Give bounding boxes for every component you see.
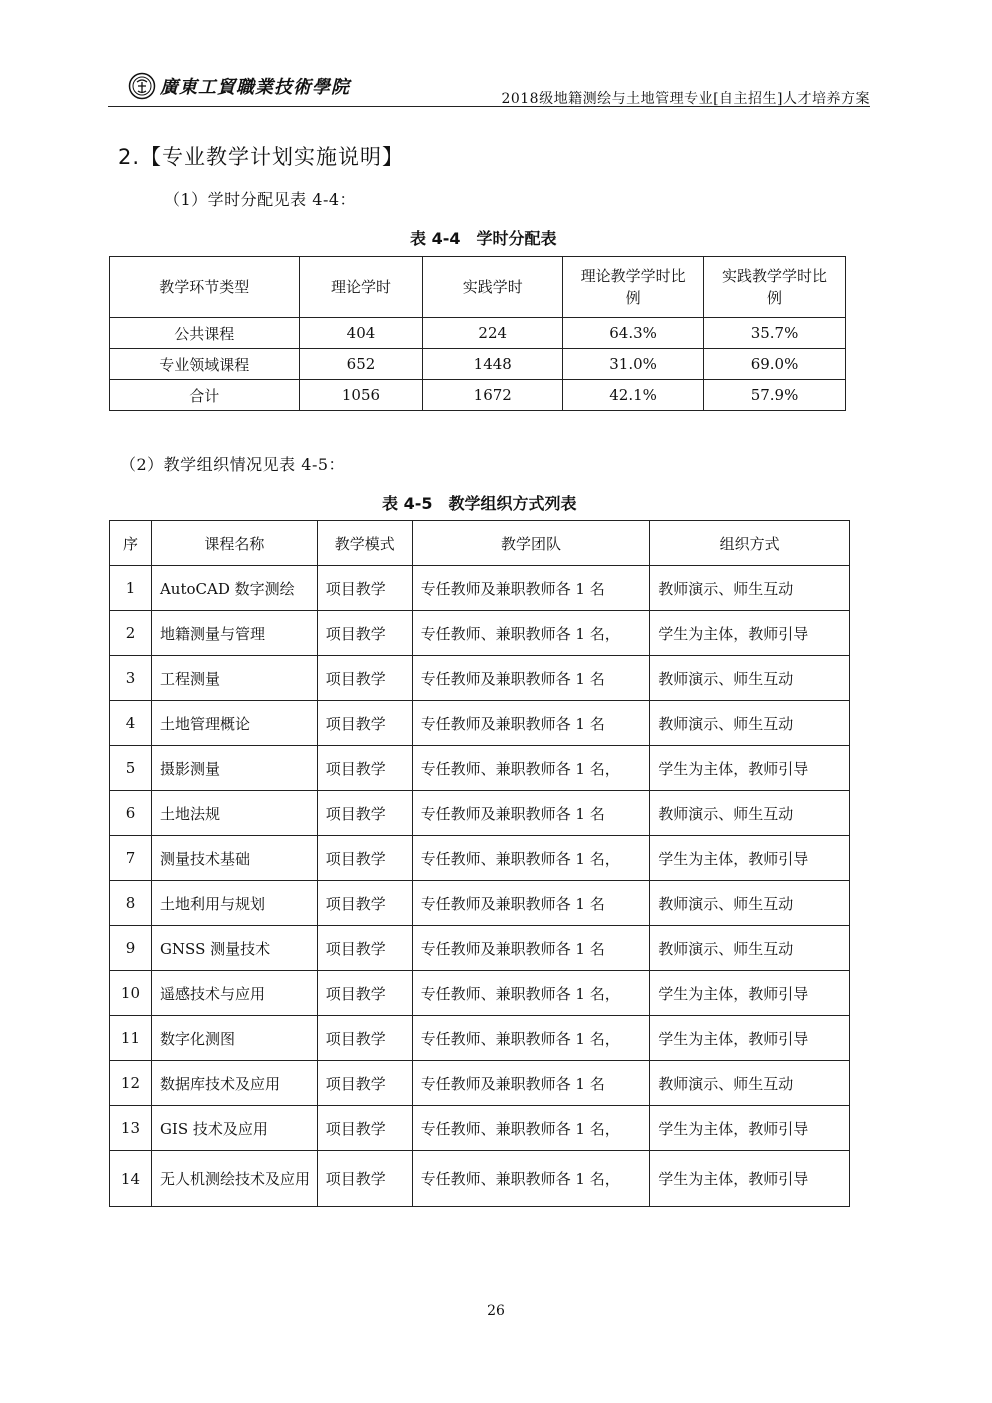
table-cell: 公共课程 [110, 318, 300, 349]
table-cell: 项目教学 [317, 791, 412, 836]
table-row [110, 971, 850, 1016]
table-cell: 专任教师、兼职教师各 1 名， [412, 971, 650, 1016]
table-cell: 项目教学 [317, 1061, 412, 1106]
table-cell: 项目教学 [317, 701, 412, 746]
table-cell: 专任教师、兼职教师各 1 名， [412, 746, 650, 791]
school-seal-icon [128, 72, 156, 100]
table-cell: 项目教学 [317, 1016, 412, 1061]
table-cell: 学生为主体，教师引导 [650, 971, 850, 1016]
column-header: 教学团队 [412, 521, 650, 566]
table-cell: 专任教师及兼职教师各 1 名 [412, 881, 650, 926]
table-cell: 地籍测量与管理 [151, 611, 317, 656]
table-row [110, 791, 850, 836]
table-cell: 专任教师、兼职教师各 1 名， [412, 836, 650, 881]
table-cell: 2 [110, 611, 152, 656]
table-cell: 7 [110, 836, 152, 881]
table-cell: 专任教师、兼职教师各 1 名， [412, 1151, 650, 1207]
table-caption-organization: 表 4-5 教学组织方式列表 [382, 494, 577, 513]
table-cell: 64.3% [563, 318, 704, 349]
column-header: 组织方式 [650, 521, 850, 566]
subsection-organization: （2）教学组织情况见表 4-5： [120, 455, 346, 474]
table-cell: 专任教师及兼职教师各 1 名 [412, 1061, 650, 1106]
table-cell: 土地管理概论 [151, 701, 317, 746]
table-cell: 专任教师及兼职教师各 1 名 [412, 656, 650, 701]
table-cell: AutoCAD 数字测绘 [151, 566, 317, 611]
teaching-organization-table [109, 520, 850, 1207]
table-cell: 14 [110, 1151, 152, 1207]
table-caption-hours: 表 4-4 学时分配表 [410, 229, 557, 248]
table-cell: 数据库技术及应用 [151, 1061, 317, 1106]
table-row [110, 881, 850, 926]
table-header-row [110, 521, 850, 566]
table-cell: 31.0% [563, 349, 704, 380]
table-cell: 项目教学 [317, 611, 412, 656]
column-header: 课程名称 [151, 521, 317, 566]
table-cell: 遥感技术与应用 [151, 971, 317, 1016]
table-cell: 学生为主体，教师引导 [650, 1016, 850, 1061]
table-cell: 摄影测量 [151, 746, 317, 791]
table-cell: 8 [110, 881, 152, 926]
logo-text: 廣東工貿職業技術學院 [160, 77, 350, 98]
table-cell: 专任教师及兼职教师各 1 名 [412, 926, 650, 971]
table-cell: 项目教学 [317, 1106, 412, 1151]
table-cell: 学生为主体，教师引导 [650, 1106, 850, 1151]
table-cell: 学生为主体，教师引导 [650, 746, 850, 791]
table-row [110, 746, 850, 791]
column-header: 教学环节类型 [110, 257, 300, 318]
table-cell: 224 [423, 318, 563, 349]
table-cell: 项目教学 [317, 836, 412, 881]
table-cell: 专任教师、兼职教师各 1 名， [412, 611, 650, 656]
table-row [110, 380, 846, 411]
table-body [110, 566, 850, 1207]
table-cell: 9 [110, 926, 152, 971]
table-cell: 专任教师、兼职教师各 1 名， [412, 1016, 650, 1061]
table-cell: 11 [110, 1016, 152, 1061]
table-cell: 69.0% [704, 349, 846, 380]
page-header [108, 66, 870, 107]
table-row [110, 701, 850, 746]
table-header-row [110, 257, 846, 318]
table-cell: 专任教师及兼职教师各 1 名 [412, 566, 650, 611]
column-header: 实践学时 [423, 257, 563, 318]
table-cell: 学生为主体，教师引导 [650, 611, 850, 656]
table-row [110, 611, 850, 656]
table-cell: 专任教师及兼职教师各 1 名 [412, 701, 650, 746]
table-cell: 项目教学 [317, 746, 412, 791]
table-cell: 学生为主体，教师引导 [650, 836, 850, 881]
table-cell: 无人机测绘技术及应用 [151, 1151, 317, 1207]
table-row [110, 1106, 850, 1151]
table-cell: 教师演示、师生互动 [650, 881, 850, 926]
table-row [110, 656, 850, 701]
table-cell: 工程测量 [151, 656, 317, 701]
table-row [110, 926, 850, 971]
table-cell: 教师演示、师生互动 [650, 566, 850, 611]
column-header [704, 257, 846, 318]
table-cell: 42.1% [563, 380, 704, 411]
table-row [110, 1061, 850, 1106]
table-cell: 教师演示、师生互动 [650, 656, 850, 701]
table-cell: 12 [110, 1061, 152, 1106]
table-cell: 教师演示、师生互动 [650, 791, 850, 836]
table-cell: 1 [110, 566, 152, 611]
table-cell: 项目教学 [317, 971, 412, 1016]
column-header: 教学模式 [317, 521, 412, 566]
table-cell: 57.9% [704, 380, 846, 411]
table-cell: 1672 [423, 380, 563, 411]
table-cell: 项目教学 [317, 1151, 412, 1207]
table-cell: 项目教学 [317, 926, 412, 971]
table-cell: 项目教学 [317, 656, 412, 701]
table-cell: 1056 [299, 380, 423, 411]
table-cell: 35.7% [704, 318, 846, 349]
table-cell: GNSS 测量技术 [151, 926, 317, 971]
table-cell: 专任教师、兼职教师各 1 名， [412, 1106, 650, 1151]
table-cell: 项目教学 [317, 566, 412, 611]
table-row [110, 836, 850, 881]
table-cell: 1448 [423, 349, 563, 380]
table-cell: 测量技术基础 [151, 836, 317, 881]
table-cell: 学生为主体，教师引导 [650, 1151, 850, 1207]
column-header: 理论学时 [299, 257, 423, 318]
subsection-hours: （1）学时分配见表 4-4： [164, 190, 357, 209]
table-cell: 5 [110, 746, 152, 791]
table-cell: 专业领域课程 [110, 349, 300, 380]
table-cell: 4 [110, 701, 152, 746]
table-row [110, 1016, 850, 1061]
table-cell: GIS 技术及应用 [151, 1106, 317, 1151]
table-cell: 13 [110, 1106, 152, 1151]
table-cell: 652 [299, 349, 423, 380]
table-row [110, 566, 850, 611]
table-cell: 教师演示、师生互动 [650, 1061, 850, 1106]
table-cell: 土地利用与规划 [151, 881, 317, 926]
column-header [563, 257, 704, 318]
table-cell: 6 [110, 791, 152, 836]
table-row [110, 1151, 850, 1207]
table-cell: 教师演示、师生互动 [650, 926, 850, 971]
table-cell: 10 [110, 971, 152, 1016]
hours-allocation-table [109, 256, 846, 411]
page-number: 26 [487, 1303, 505, 1319]
column-header-text: 理论教学学时比例 [580, 267, 686, 307]
table-row [110, 318, 846, 349]
table-cell: 专任教师及兼职教师各 1 名 [412, 791, 650, 836]
section-title: 2.【专业教学计划实施说明】 [118, 145, 405, 169]
document-title: 2018级地籍测绘与土地管理专业[自主招生]人才培养方案 [501, 91, 870, 107]
school-logo [128, 72, 350, 100]
table-cell: 土地法规 [151, 791, 317, 836]
table-cell: 合计 [110, 380, 300, 411]
column-header: 序 [110, 521, 152, 566]
column-header-text: 实践教学学时比例 [722, 267, 828, 307]
table-cell: 3 [110, 656, 152, 701]
table-cell: 数字化测图 [151, 1016, 317, 1061]
table-cell: 教师演示、师生互动 [650, 701, 850, 746]
table-cell: 404 [299, 318, 423, 349]
table-row [110, 349, 846, 380]
table-cell: 项目教学 [317, 881, 412, 926]
